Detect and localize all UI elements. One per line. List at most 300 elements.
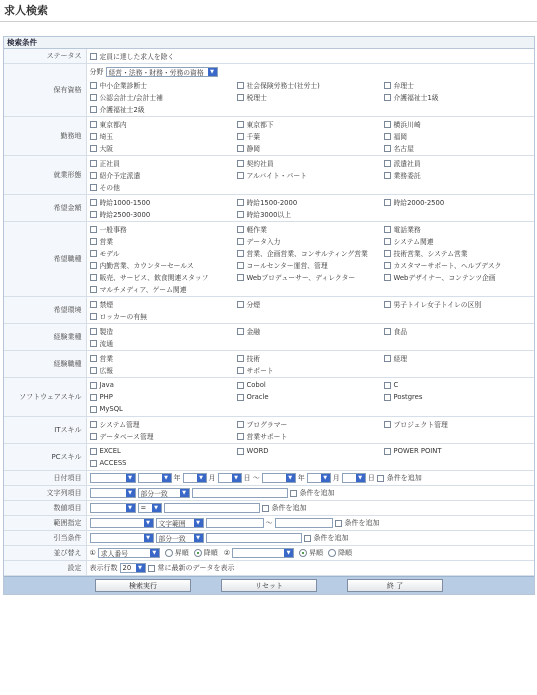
checkbox[interactable] <box>237 211 244 218</box>
checkbox[interactable] <box>384 238 391 245</box>
checkbox-option[interactable] <box>90 130 237 142</box>
checkbox-label: 社会保険労務士(社労士) <box>246 82 320 90</box>
checkbox[interactable] <box>90 274 97 281</box>
checkbox-label: 営業サポート <box>246 433 288 441</box>
checkbox-option[interactable] <box>90 79 237 91</box>
job-type-label: 希望職種 <box>4 222 86 297</box>
checkbox-label: Oracle <box>246 393 269 401</box>
checkbox-option[interactable] <box>90 91 237 103</box>
checkbox[interactable] <box>237 328 244 335</box>
checkbox[interactable] <box>384 274 391 281</box>
checkbox-label: 軽作業 <box>246 226 267 234</box>
pc-skill-label: PCスキル <box>4 444 86 471</box>
checkbox[interactable] <box>90 355 97 362</box>
checkbox-label: PHP <box>99 393 113 401</box>
checkbox-option[interactable] <box>384 157 531 169</box>
checkbox-label: 静岡 <box>246 145 261 153</box>
checkbox[interactable] <box>90 367 97 374</box>
checkbox-option[interactable] <box>90 103 237 115</box>
checkbox-label: Webプロデューサー、ディレクター <box>246 274 356 282</box>
checkbox-label: プログラマー <box>246 421 288 429</box>
checkbox[interactable] <box>90 382 97 389</box>
checkbox-label: 千葉 <box>246 133 261 141</box>
checkbox-option[interactable] <box>237 271 384 283</box>
checkbox[interactable] <box>237 274 244 281</box>
checkbox-option[interactable] <box>90 283 237 295</box>
checkbox[interactable] <box>90 286 97 293</box>
checkbox-option[interactable] <box>90 430 237 442</box>
year-to-select[interactable] <box>262 473 296 483</box>
latest-data-checkbox[interactable] <box>148 565 155 572</box>
checkbox-option[interactable] <box>237 118 384 130</box>
checkbox[interactable] <box>90 448 97 455</box>
checkbox-label: データベース管理 <box>99 433 154 441</box>
checkbox[interactable] <box>237 145 244 152</box>
checkbox-label: 業務委託 <box>393 172 421 180</box>
it-skill-list <box>90 418 535 442</box>
chevron-down-icon: ▼ <box>144 519 153 527</box>
checkbox-label: 横浜川崎 <box>393 121 421 129</box>
checkbox-option[interactable] <box>90 259 237 271</box>
checkbox[interactable] <box>90 421 97 428</box>
checkbox[interactable] <box>90 53 97 60</box>
employment-label: 就業形態 <box>4 156 86 195</box>
checkbox[interactable] <box>90 394 97 401</box>
checkbox-option[interactable] <box>384 130 531 142</box>
checkbox-label: 弁理士 <box>393 82 414 90</box>
numeric-field-select[interactable] <box>90 503 136 513</box>
checkbox-label: 技術営業、システム営業 <box>393 250 468 258</box>
checkbox-label: モデル <box>99 250 120 258</box>
checkbox-label: 介護福祉士1級 <box>393 94 439 102</box>
checkbox-option[interactable] <box>237 235 384 247</box>
checkbox-label: Java <box>99 381 114 389</box>
sort1-desc-radio[interactable] <box>194 549 202 557</box>
checkbox-option[interactable] <box>90 271 237 283</box>
checkbox[interactable] <box>384 328 391 335</box>
checkbox[interactable] <box>237 172 244 179</box>
checkbox[interactable] <box>237 94 244 101</box>
software-list <box>90 379 535 415</box>
checkbox[interactable] <box>237 355 244 362</box>
checkbox-label: MySQL <box>99 405 123 413</box>
checkbox-option[interactable] <box>237 247 384 259</box>
checkbox-option[interactable] <box>237 169 384 181</box>
reset-button[interactable]: リセット <box>221 579 317 592</box>
panel-title: 検索条件 <box>4 37 534 49</box>
settings-label: 設定 <box>4 561 86 576</box>
ref-add-label: 条件を追加 <box>313 534 349 542</box>
checkbox[interactable] <box>237 367 244 374</box>
checkbox-option[interactable] <box>237 130 384 142</box>
numeric-op-select[interactable]: = ▼ <box>138 503 162 513</box>
day-text: 日 <box>367 474 375 482</box>
checkbox-option[interactable] <box>90 208 237 220</box>
range-type-select[interactable]: 文字範囲 ▼ <box>156 518 204 528</box>
checkbox[interactable] <box>384 145 391 152</box>
field-select[interactable]: 経営・法務・財務・労務の資格 ▼ <box>106 67 218 77</box>
checkbox[interactable] <box>90 238 97 245</box>
checkbox-label: Cobol <box>246 381 266 389</box>
checkbox-label: 広報 <box>99 367 114 375</box>
ref-item-label: 引当条件 <box>4 531 86 546</box>
checkbox-label: プロジェクト管理 <box>393 421 448 429</box>
checkbox-option[interactable] <box>237 91 384 103</box>
checkbox-label: その他 <box>99 184 120 192</box>
checkbox-option[interactable] <box>384 445 531 457</box>
checkbox[interactable] <box>90 199 97 206</box>
field-label: 分野 <box>89 68 104 76</box>
chevron-down-icon: ▼ <box>126 489 135 497</box>
ref-field-select[interactable] <box>90 533 154 543</box>
qualifications-list <box>90 79 535 115</box>
checkbox-option[interactable] <box>237 325 384 337</box>
day-to-select[interactable] <box>342 473 366 483</box>
checkbox-label: アルバイト・パート <box>246 172 307 180</box>
checkbox[interactable] <box>384 421 391 428</box>
checkbox-option[interactable] <box>384 196 531 208</box>
chevron-down-icon: ▼ <box>126 474 135 482</box>
checkbox-option[interactable] <box>237 196 384 208</box>
checkbox-label: 紹介予定派遣 <box>99 172 141 180</box>
checkbox-option[interactable] <box>90 337 237 349</box>
checkbox[interactable] <box>237 448 244 455</box>
checkbox-option[interactable] <box>384 325 531 337</box>
checkbox-option[interactable] <box>90 325 237 337</box>
checkbox-label: 埼玉 <box>99 133 114 141</box>
checkbox-option[interactable] <box>237 259 384 271</box>
industry-exp-list <box>90 325 535 349</box>
date-item-label: 日付項目 <box>4 471 86 486</box>
industry-exp-label: 経験業種 <box>4 324 86 351</box>
checkbox-option[interactable] <box>90 403 237 415</box>
checkbox-option[interactable] <box>237 79 384 91</box>
string-value-input[interactable] <box>192 488 288 498</box>
chevron-down-icon: ▼ <box>144 534 153 542</box>
checkbox[interactable] <box>384 262 391 269</box>
checkbox-label: 契約社員 <box>246 160 274 168</box>
checkbox[interactable] <box>237 301 244 308</box>
checkbox-label: ACCESS <box>99 459 127 467</box>
latest-data-label: 常に最新のデータを表示 <box>157 564 235 572</box>
checkbox-option[interactable] <box>384 271 531 283</box>
checkbox[interactable] <box>384 160 391 167</box>
qualifications-label: 保有資格 <box>4 64 86 117</box>
checkbox[interactable] <box>237 121 244 128</box>
checkbox-option[interactable] <box>237 418 384 430</box>
checkbox[interactable] <box>384 121 391 128</box>
checkbox[interactable] <box>384 172 391 179</box>
checkbox[interactable] <box>90 106 97 113</box>
checkbox[interactable] <box>237 226 244 233</box>
checkbox-label: システム管理 <box>99 421 140 429</box>
checkbox-option[interactable] <box>384 79 531 91</box>
search-button[interactable]: 検索実行 <box>95 579 191 592</box>
salary-list <box>90 196 535 220</box>
checkbox-option[interactable] <box>237 223 384 235</box>
checkbox-option[interactable] <box>90 364 237 376</box>
string-item-label: 文字列項目 <box>4 486 86 501</box>
checkbox[interactable] <box>90 172 97 179</box>
checkbox-option[interactable] <box>384 169 531 181</box>
checkbox-option[interactable] <box>384 379 531 391</box>
checkbox[interactable] <box>90 226 97 233</box>
end-button[interactable]: 終 了 <box>347 579 443 592</box>
checkbox[interactable] <box>90 145 97 152</box>
range-add-checkbox[interactable] <box>335 520 342 527</box>
checkbox-option[interactable] <box>90 310 237 322</box>
checkbox-label: 内勤営業、カウンターセールス <box>99 262 194 270</box>
checkbox[interactable] <box>384 199 391 206</box>
range-field-select[interactable] <box>90 518 154 528</box>
checkbox-label: 介護福祉士2級 <box>99 106 145 114</box>
string-add-checkbox[interactable] <box>290 490 297 497</box>
checkbox[interactable] <box>237 421 244 428</box>
checkbox-option[interactable] <box>90 457 237 469</box>
checkbox[interactable] <box>90 262 97 269</box>
date-add-label: 条件を追加 <box>386 474 422 482</box>
checkbox-option[interactable] <box>384 235 531 247</box>
checkbox-label: 電話業務 <box>393 226 421 234</box>
checkbox-label: 時給1000-1500 <box>99 199 151 207</box>
checkbox-label: 製造 <box>99 328 114 336</box>
job-type-list <box>90 223 535 295</box>
sort-label: 並び替え <box>4 546 86 561</box>
date-add-checkbox[interactable] <box>377 475 384 482</box>
month-text: 月 <box>208 474 216 482</box>
chevron-down-icon: ▼ <box>286 474 295 482</box>
checkbox-label: 経理 <box>393 355 408 363</box>
checkbox[interactable] <box>384 448 391 455</box>
checkbox-option[interactable] <box>90 391 237 403</box>
string-field-select[interactable] <box>90 488 136 498</box>
checkbox-option[interactable] <box>384 259 531 271</box>
checkbox-label: 技術 <box>246 355 261 363</box>
checkbox[interactable] <box>237 82 244 89</box>
checkbox[interactable] <box>384 94 391 101</box>
page-title: 求人検索 <box>0 0 537 22</box>
range-item-label: 範囲指定 <box>4 516 86 531</box>
chevron-down-icon: ▼ <box>208 68 217 76</box>
checkbox-label: マルチメディア、ゲーム関連 <box>99 286 187 294</box>
sort-num1: ① <box>89 549 96 557</box>
sort2-desc-radio[interactable] <box>328 549 336 557</box>
year-from-select[interactable] <box>138 473 172 483</box>
search-conditions-panel <box>3 36 535 595</box>
rows-label: 表示行数 <box>89 564 118 572</box>
checkbox-label: 男子トイレ女子トイレの区別 <box>393 301 482 309</box>
checkbox-option[interactable] <box>90 247 237 259</box>
checkbox-option[interactable] <box>90 157 237 169</box>
checkbox-label: 食品 <box>393 328 408 336</box>
ref-value-input[interactable] <box>206 533 302 543</box>
checkbox-option[interactable] <box>90 445 237 457</box>
checkbox-option[interactable] <box>384 91 531 103</box>
rows-select[interactable]: 20 ▼ <box>120 563 146 573</box>
status-option[interactable]: 定員に達した求人を除く <box>90 50 390 62</box>
checkbox-option[interactable] <box>90 196 237 208</box>
numeric-add-checkbox[interactable] <box>262 505 269 512</box>
string-add-label: 条件を追加 <box>299 489 335 497</box>
checkbox[interactable] <box>384 82 391 89</box>
checkbox[interactable] <box>90 340 97 347</box>
checkbox-label: 一般事務 <box>99 226 127 234</box>
checkbox[interactable] <box>90 82 97 89</box>
status-label: ステータス <box>4 49 86 64</box>
checkbox[interactable] <box>237 394 244 401</box>
checkbox[interactable] <box>237 160 244 167</box>
checkbox-option[interactable] <box>90 298 237 310</box>
checkbox-option[interactable] <box>90 379 237 391</box>
checkbox[interactable] <box>384 394 391 401</box>
ref-match-select[interactable]: 部分一致 ▼ <box>156 533 204 543</box>
checkbox-option[interactable] <box>384 391 531 403</box>
checkbox[interactable] <box>237 133 244 140</box>
chevron-down-icon: ▼ <box>162 474 171 482</box>
checkbox-option[interactable] <box>237 445 384 457</box>
checkbox-option[interactable] <box>237 142 384 154</box>
checkbox-option[interactable] <box>384 352 531 364</box>
checkbox-label: 福岡 <box>393 133 408 141</box>
checkbox[interactable] <box>237 262 244 269</box>
checkbox[interactable] <box>237 433 244 440</box>
checkbox[interactable] <box>237 238 244 245</box>
checkbox[interactable] <box>237 250 244 257</box>
sort-field1-select[interactable]: 求人番号 ▼ <box>98 548 160 558</box>
range-from-input[interactable] <box>206 518 264 528</box>
checkbox-label: 正社員 <box>99 160 120 168</box>
checkbox-label: POWER POINT <box>393 447 442 455</box>
checkbox[interactable] <box>90 160 97 167</box>
chevron-down-icon: ▼ <box>321 474 330 482</box>
checkbox[interactable] <box>384 133 391 140</box>
checkbox[interactable] <box>90 133 97 140</box>
checkbox[interactable] <box>90 433 97 440</box>
checkbox-label: 税理士 <box>246 94 267 102</box>
month-to-select[interactable] <box>307 473 331 483</box>
checkbox[interactable] <box>90 121 97 128</box>
checkbox-label: 分煙 <box>246 301 261 309</box>
checkbox[interactable] <box>90 406 97 413</box>
checkbox-option[interactable] <box>90 418 237 430</box>
checkbox-option[interactable] <box>90 142 237 154</box>
checkbox-label: 時給2000-2500 <box>393 199 445 207</box>
string-match-select[interactable]: 部分一致 ▼ <box>138 488 190 498</box>
checkbox[interactable] <box>90 313 97 320</box>
chevron-down-icon: ▼ <box>284 549 293 557</box>
checkbox-option[interactable] <box>237 157 384 169</box>
checkbox[interactable] <box>90 460 97 467</box>
sort-field2-select[interactable] <box>232 548 294 558</box>
checkbox[interactable] <box>384 382 391 389</box>
checkbox[interactable] <box>90 328 97 335</box>
checkbox-label: 流通 <box>99 340 114 348</box>
checkbox-option[interactable] <box>90 181 237 193</box>
sort-num2: ② <box>223 549 231 557</box>
checkbox-option[interactable] <box>237 298 384 310</box>
checkbox-option[interactable] <box>90 223 237 235</box>
checkbox-option[interactable] <box>90 118 237 130</box>
checkbox[interactable] <box>90 184 97 191</box>
checkbox[interactable] <box>90 94 97 101</box>
chevron-down-icon: ▼ <box>152 504 161 512</box>
checkbox[interactable] <box>384 226 391 233</box>
checkbox-label: サポート <box>246 367 274 375</box>
month-from-select[interactable] <box>183 473 207 483</box>
checkbox-label: C <box>393 381 399 389</box>
checkbox[interactable] <box>90 250 97 257</box>
date-field-select[interactable] <box>90 473 136 483</box>
range-to-input[interactable] <box>275 518 333 528</box>
day-from-select[interactable] <box>218 473 242 483</box>
numeric-value-input[interactable] <box>164 503 260 513</box>
checkbox-option[interactable] <box>237 391 384 403</box>
button-bar <box>4 576 534 594</box>
checkbox-label: カスタマーサポート、ヘルプデスク <box>393 262 502 270</box>
software-label: ソフトウェアスキル <box>4 378 86 417</box>
checkbox-label: 東京都下 <box>246 121 274 129</box>
ref-add-checkbox[interactable] <box>304 535 311 542</box>
checkbox-option[interactable] <box>384 142 531 154</box>
chevron-down-icon: ▼ <box>180 489 189 497</box>
location-list <box>90 118 535 154</box>
checkbox-option[interactable] <box>384 298 531 310</box>
checkbox-label: 時給2500-3000 <box>99 211 151 219</box>
sort2-asc-radio[interactable] <box>299 549 307 557</box>
checkbox-option[interactable] <box>384 418 531 430</box>
checkbox-option[interactable] <box>90 235 237 247</box>
checkbox-option[interactable] <box>237 379 384 391</box>
checkbox[interactable] <box>384 355 391 362</box>
checkbox-option[interactable] <box>90 169 237 181</box>
checkbox[interactable] <box>384 301 391 308</box>
year-text: 年 <box>297 474 305 482</box>
checkbox-option[interactable] <box>384 223 531 235</box>
checkbox-label: 時給3000以上 <box>246 211 291 219</box>
chevron-down-icon: ▼ <box>194 519 203 527</box>
checkbox-label: 営業 <box>99 238 114 246</box>
checkbox[interactable] <box>90 301 97 308</box>
pc-skill-list <box>90 445 535 469</box>
checkbox-option[interactable] <box>90 352 237 364</box>
range-tilde: ～ <box>265 519 273 527</box>
checkbox-option[interactable] <box>237 208 384 220</box>
chevron-down-icon: ▼ <box>136 564 145 572</box>
checkbox-label: 営業 <box>99 355 114 363</box>
it-skill-label: ITスキル <box>4 417 86 444</box>
sort1-asc-radio[interactable] <box>165 549 173 557</box>
chevron-down-icon: ▼ <box>194 534 203 542</box>
checkbox[interactable] <box>237 382 244 389</box>
checkbox-option[interactable] <box>384 118 531 130</box>
checkbox-option[interactable] <box>237 352 384 364</box>
checkbox-option[interactable] <box>237 430 384 442</box>
numeric-item-label: 数値項目 <box>4 501 86 516</box>
checkbox[interactable] <box>384 250 391 257</box>
numeric-add-label: 条件を追加 <box>271 504 307 512</box>
checkbox[interactable] <box>237 199 244 206</box>
checkbox-option[interactable] <box>384 247 531 259</box>
checkbox-label: 派遣社員 <box>393 160 421 168</box>
checkbox-label: コールセンター運営、管理 <box>246 262 328 270</box>
range-add-label: 条件を追加 <box>344 519 380 527</box>
checkbox-option[interactable] <box>237 364 384 376</box>
salary-label: 希望金額 <box>4 195 86 222</box>
checkbox[interactable] <box>90 211 97 218</box>
checkbox-label: WORD <box>246 447 269 455</box>
checkbox-label: 東京都内 <box>99 121 127 129</box>
checkbox-label: ロッカーの有無 <box>99 313 147 321</box>
